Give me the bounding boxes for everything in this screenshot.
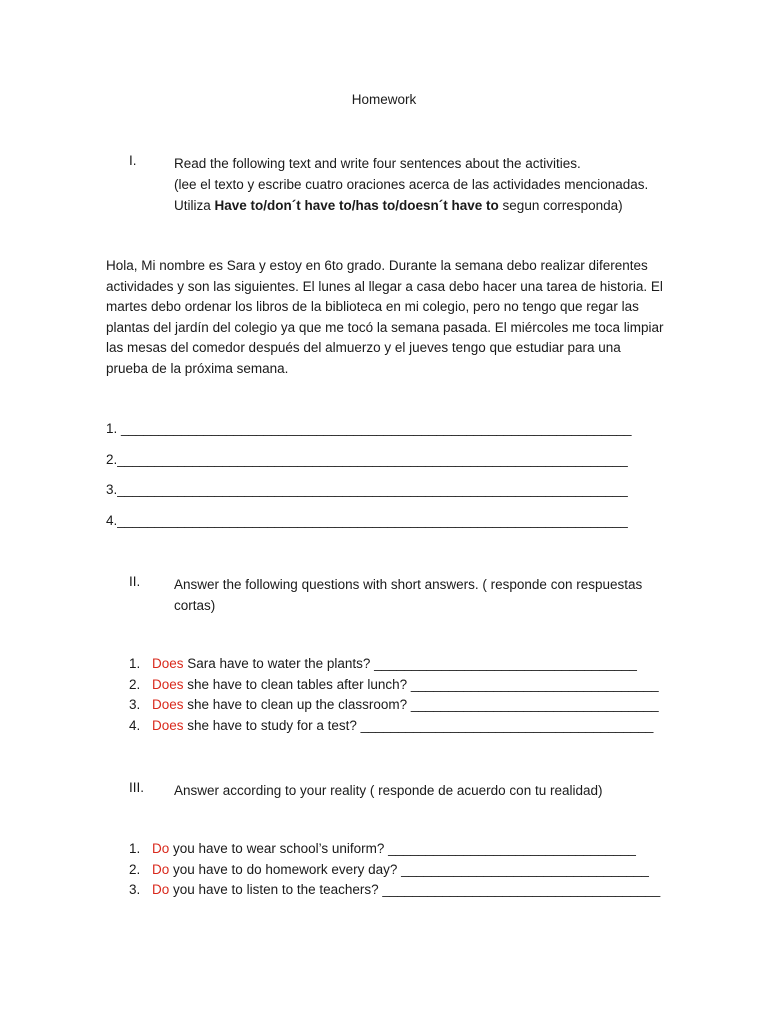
s2-q1-text: Sara have to water the plants? ___________________________________ bbox=[183, 656, 637, 671]
s2-q3-text: she have to clean up the classroom? _________________________________ bbox=[183, 697, 659, 712]
s2-q1-number: 1. bbox=[129, 656, 141, 671]
section-1-line-2: (lee el texto y escribe cuatro oraciones acerca de las actividades mencionadas. bbox=[174, 177, 649, 192]
s2-q2-number: 2. bbox=[129, 677, 141, 692]
section-1-numeral: I. bbox=[129, 153, 137, 168]
section-3-instructions: Answer according to your reality ( responde de acuerdo con tu realidad) bbox=[174, 783, 603, 798]
s3-q3-aux: Do bbox=[152, 882, 170, 897]
s2-q4-aux: Does bbox=[152, 718, 184, 733]
s2-question-2[interactable] bbox=[152, 677, 659, 692]
section-1-line-3-bold: Have to/don´t have to/has to/doesn´t have to bbox=[214, 198, 499, 213]
s3-question-1[interactable] bbox=[152, 841, 636, 856]
answer-blank-4[interactable]: 4.____________________________________________________________________ bbox=[106, 513, 628, 528]
answer-blank-1[interactable]: 1. ____________________________________________________________________ bbox=[106, 421, 632, 436]
section-1-instructions bbox=[174, 153, 648, 216]
s2-question-4[interactable] bbox=[152, 718, 653, 733]
s2-q4-text: she have to study for a test? _______________________________________ bbox=[183, 718, 654, 733]
section-1-line-3-suffix: segun corresponda) bbox=[498, 198, 623, 213]
section-2-line-1: Answer the following questions with short answers. ( responde con respuestas bbox=[174, 577, 643, 592]
s3-q3-text: you have to listen to the teachers? _____________________________________ bbox=[169, 882, 661, 897]
s3-question-3[interactable] bbox=[152, 882, 660, 897]
answer-blank-2[interactable]: 2.____________________________________________________________________ bbox=[106, 452, 628, 467]
s3-q2-text: you have to do homework every day? _________________________________ bbox=[169, 862, 649, 877]
section-2-numeral: II. bbox=[129, 574, 141, 589]
s2-question-3[interactable] bbox=[152, 697, 659, 712]
s3-q1-number: 1. bbox=[129, 841, 141, 856]
section-2-line-2: cortas) bbox=[174, 598, 216, 613]
reading-paragraph: Hola, Mi nombre es Sara y estoy en 6to grado. Durante la semana debo realizar diferentes actividades y son las siguientes. El lunes al llegar a casa debo hacer una tarea de historia. El martes debo ordenar los libros de la biblioteca en mi colegio, pero no tengo que regar las plantas del jardín del colegio ya que me tocó la semana pasada. El miércoles me toca limpiar las mesas del comedor después del almuerzo y el jueves tengo que estudiar para una prueba de la próxima semana. bbox=[106, 258, 664, 376]
section-3-numeral: III. bbox=[129, 780, 145, 795]
s2-q4-number: 4. bbox=[129, 718, 141, 733]
page-title: Homework bbox=[351, 92, 417, 107]
s3-q1-aux: Do bbox=[152, 841, 170, 856]
s2-q3-aux: Does bbox=[152, 697, 184, 712]
s2-q2-text: she have to clean tables after lunch? _________________________________ bbox=[183, 677, 659, 692]
s3-question-2[interactable] bbox=[152, 862, 649, 877]
section-2-instructions bbox=[174, 574, 642, 616]
section-1-line-1: Read the following text and write four sentences about the activities. bbox=[174, 156, 581, 171]
s3-q1-text: you have to wear school’s uniform? _________________________________ bbox=[169, 841, 636, 856]
s2-q2-aux: Does bbox=[152, 677, 184, 692]
section-1-line-3-prefix: Utiliza bbox=[174, 198, 215, 213]
s3-q2-number: 2. bbox=[129, 862, 141, 877]
s2-q1-aux: Does bbox=[152, 656, 184, 671]
s3-q2-aux: Do bbox=[152, 862, 170, 877]
s2-q3-number: 3. bbox=[129, 697, 141, 712]
s3-q3-number: 3. bbox=[129, 882, 141, 897]
answer-blank-3[interactable]: 3.____________________________________________________________________ bbox=[106, 482, 628, 497]
s2-question-1[interactable] bbox=[152, 656, 637, 671]
